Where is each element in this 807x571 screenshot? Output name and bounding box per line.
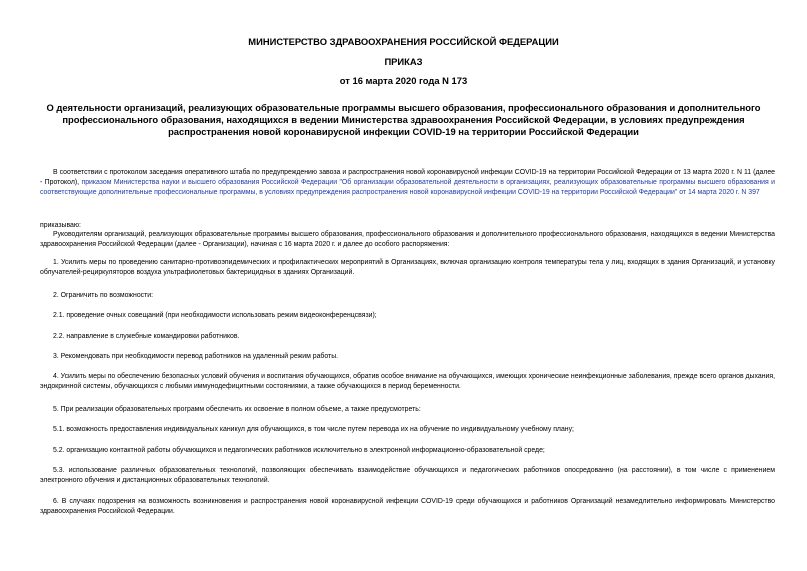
item-5-3-text: 5.3. использование различных образовательных технологий, позволяющих обеспечивать взаимодействие обучающихся и педагогических работников опосредованно (на расстоянии), в том числе с применением электронного обучения и дистанционных образовательных технологий. [40, 467, 775, 484]
item-5-1-text: 5.1. возможность предоставления индивидуальных каникул для обучающихся, в том числе путем перевода их на обучение по индивидуальному учебному плану; [53, 426, 574, 433]
item-4 [40, 372, 775, 392]
item-3-text: 3. Рекомендовать при необходимости перевод работников на удаленный режим работы. [53, 353, 339, 360]
item-2-text: 2. Ограничить по возможности: [53, 292, 154, 299]
item-2-2 [40, 332, 775, 342]
document-title: О деятельности организаций, реализующих образовательные программы высшего образования, профессионального образования и дополнительного профессионального образования, находящихся в ведении Министерства здравоохранения Российской Федерации, в условиях предупреждения распространения новой коронавирусной инфекции COVID-19 на территории Российской Федерации [46, 102, 761, 137]
item-6 [40, 497, 775, 517]
item-1 [40, 258, 775, 278]
item-5 [40, 405, 775, 415]
item-2 [40, 291, 775, 301]
item-3 [40, 352, 775, 362]
heads-text: Руководителям организаций, реализующих образовательные программы высшего образования, профессионального образования и дополнительного профессионального образования, находящихся в ведении Министерства здравоохранения Российской Федерации (далее - Организации), начиная с 16 марта 2020 г. и далее до особого распоряжения: [40, 231, 775, 248]
item-6-text: 6. В случаях подозрения на возможность возникновения и распространения новой коронавирусной инфекции COVID-19 среди обучающихся и работников Организаций незамедлительно информировать Министерство здравоохранения Российской Федерации. [40, 498, 775, 515]
intro-paragraph [40, 168, 775, 198]
item-2-1 [40, 311, 775, 321]
document-date: от 16 марта 2020 года N 173 [339, 75, 468, 86]
order-link[interactable]: приказом Министерства науки и высшего образования Российской Федерации "Об организации образовательной деятельности в организациях, реализующих образовательные программы высшего образования и соответствующие дополнительные профессиональные программы, в условиях предупреждения распространения новой коронавирусной инфекции COVID-19 на территории Российской Федерации" от 14 марта 2020 г. N 397 [40, 179, 775, 196]
ministry-heading: МИНИСТЕРСТВО ЗДРАВООХРАНЕНИЯ РОССИЙСКОЙ ФЕДЕРАЦИИ [248, 36, 559, 47]
heads-paragraph [40, 230, 775, 250]
item-1-text: 1. Усилить меры по проведению санитарно-противоэпидемических и профилактических мероприятий в Организациях, включая организацию контроля температуры тела у лиц, входящих в здания Организаций, и установку облучателей-рециркуляторов воздуха ультрафиолетовых бактерицидных в зданиях Организаций. [40, 259, 775, 276]
item-2-2-text: 2.2. направление в служебные командировки работников. [53, 333, 240, 340]
intro-text: В соответствии с протоколом заседания оперативного штаба по предупреждению завоза и распространения новой коронавирусной инфекции COVID-19 на территории Российской Федерации от 13 марта 2020 г. N 11 (далее - Протокол), [40, 169, 775, 186]
item-5-2 [40, 446, 775, 456]
prikazyvayu-text: приказываю: [40, 222, 81, 229]
item-5-text: 5. При реализации образовательных программ обеспечить их освоение в полном объеме, а также предусмотреть: [53, 406, 421, 413]
item-5-2-text: 5.2. организацию контактной работы обучающихся и педагогических работников исключительно в электронной информационно-образовательной среде; [53, 447, 545, 454]
item-2-1-text: 2.1. проведение очных совещаний (при необходимости использовать режим видеоконференцсвязи); [53, 312, 377, 319]
item-5-1 [40, 425, 775, 435]
item-5-3 [40, 466, 775, 486]
document-type: ПРИКАЗ [384, 56, 423, 67]
item-4-text: 4. Усилить меры по обеспечению безопасных условий обучения и воспитания обучающихся, обратив особое внимание на обучающихся, имеющих хронические неинфекционные заболевания, прежде всего органов дыхания, эндокринной системы, обучающихся с любыми иммунодефицитными состояниями, а также обучающихся в период беременности. [40, 373, 775, 390]
